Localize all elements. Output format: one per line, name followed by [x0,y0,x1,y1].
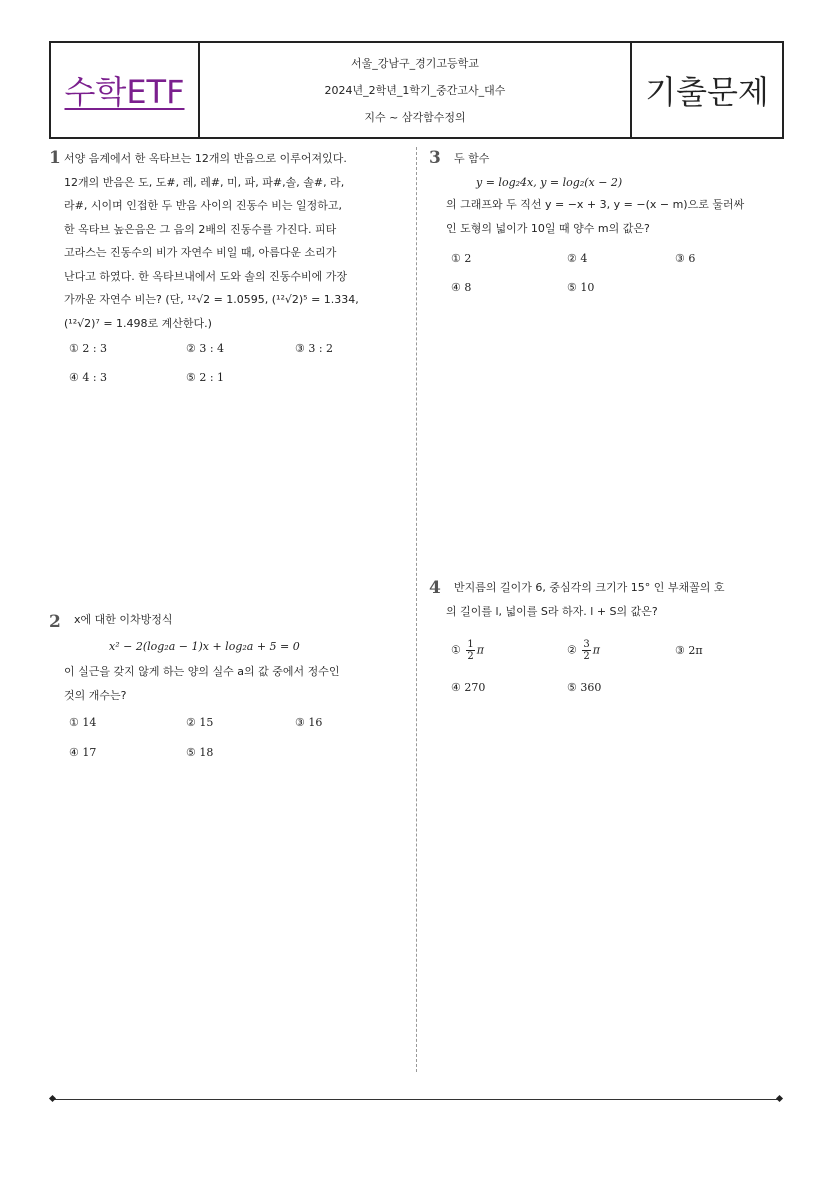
q1-choice-5[interactable]: ⑤ 2 : 1 [186,371,225,384]
fraction: $\frac{3}{2}$ [583,639,590,662]
fraction: $\frac{1}{2}$ [467,639,474,662]
q1-line: 한 옥타브 높은음은 그 음의 2배의 진동수를 가진다. 피타 [64,222,337,236]
q1-choice-1[interactable]: ① 2 : 3 [69,342,108,355]
exam-header [49,41,784,139]
q2-choice-1[interactable]: ① 14 [69,716,97,729]
q1-line: (¹²√2)⁷ = 1.498로 계산한다.) [64,316,212,330]
exam-info-cell [200,43,632,137]
q4-choice-2[interactable]: ② $\frac{3}{2}$ π [567,639,600,662]
q1-line: 라#, 시이며 인접한 두 반음 사이의 진동수 비는 일정하고, [64,199,342,212]
brand-logo: 수학ETF [64,73,185,111]
diamond-left-icon [49,1095,56,1102]
q4-number: 4 [429,578,441,598]
q2-choice-3[interactable]: ③ 16 [295,716,323,729]
q4-choice-5[interactable]: ⑤ 360 [567,681,602,694]
q3-equation: y = log₂4x, y = log₂(x − 2) [476,176,623,189]
q3-line: 의 그래프와 두 직선 y = −x + 3, y = −(x − m)으로 둘러싸 [446,198,745,211]
q3-choice-2[interactable]: ② 4 [567,252,588,265]
q1-body [64,147,404,335]
school-name: 서울_강남구_경기고등학교 [351,56,479,70]
q2-body [64,660,404,707]
q4-choice-3[interactable]: ③ 2π [675,644,703,657]
q4-choice-1-mark: ① [451,643,461,657]
q4-body [446,576,774,623]
footer-rule [52,1099,780,1100]
q1-choice-3[interactable]: ③ 3 : 2 [295,342,334,355]
q3-choice-1[interactable]: ① 2 [451,252,472,265]
q3-intro: 두 함수 [454,152,490,165]
q4-choice-4[interactable]: ④ 270 [451,681,486,694]
q1-line: 가까운 자연수 비는? (단, ¹²√2 = 1.0595, (¹²√2)⁵ = 1.334, [64,293,359,306]
column-divider [416,147,417,1072]
q1-choice-2[interactable]: ② 3 : 4 [186,342,225,355]
doc-kind: 기출문제 [645,73,769,111]
q1-line: 고라스는 진동수의 비가 자연수 비일 때, 아름다운 소리가 [64,246,337,259]
q1-line: 12개의 반음은 도, 도#, 레, 레#, 미, 파, 파#,솔, 솔#, 라, [64,175,345,189]
q4-line: 반지름의 길이가 6, 중심각의 크기가 15° 인 부채꼴의 호 [454,581,725,594]
exam-range: 지수 ~ 삼각함수정의 [364,111,466,125]
q2-choice-5[interactable]: ⑤ 18 [186,746,214,759]
q4-line: 의 길이를 l, 넓이를 S라 하자. l + S의 값은? [446,604,658,618]
q3-choice-5[interactable]: ⑤ 10 [567,281,595,294]
q1-number: 1 [49,148,61,168]
diamond-right-icon [776,1095,783,1102]
brand-cell [51,43,200,137]
q2-line: 것의 개수는? [64,688,127,702]
q2-equation: x² − 2(log₂a − 1)x + log₂a + 5 = 0 [109,640,300,653]
q1-line: 서양 음계에서 한 옥타브는 12개의 반음으로 이루어져있다. [64,152,347,165]
q2-choice-4[interactable]: ④ 17 [69,746,97,759]
q2-intro: x에 대한 이차방정식 [74,613,173,626]
q2-number: 2 [49,612,61,632]
q2-line: 이 실근을 갖지 않게 하는 양의 실수 a의 값 중에서 정수인 [64,665,340,678]
q3-choice-4[interactable]: ④ 8 [451,281,472,294]
q3-body [446,193,776,240]
q1-line: 난다고 하였다. 한 옥타브내에서 도와 솔의 진동수비에 가장 [64,269,347,283]
q3-number: 3 [429,148,441,168]
exam-title: 2024년_2학년_1학기_중간고사_대수 [324,83,506,97]
q3-choice-3[interactable]: ③ 6 [675,252,696,265]
q1-choice-4[interactable]: ④ 4 : 3 [69,371,108,384]
q3-line: 인 도형의 넓이가 10일 때 양수 m의 값은? [446,221,650,235]
q2-choice-2[interactable]: ② 15 [186,716,214,729]
q4-choice-2-mark: ② [567,643,577,657]
q4-choice-1[interactable]: ① $\frac{1}{2}$ π [451,639,484,662]
